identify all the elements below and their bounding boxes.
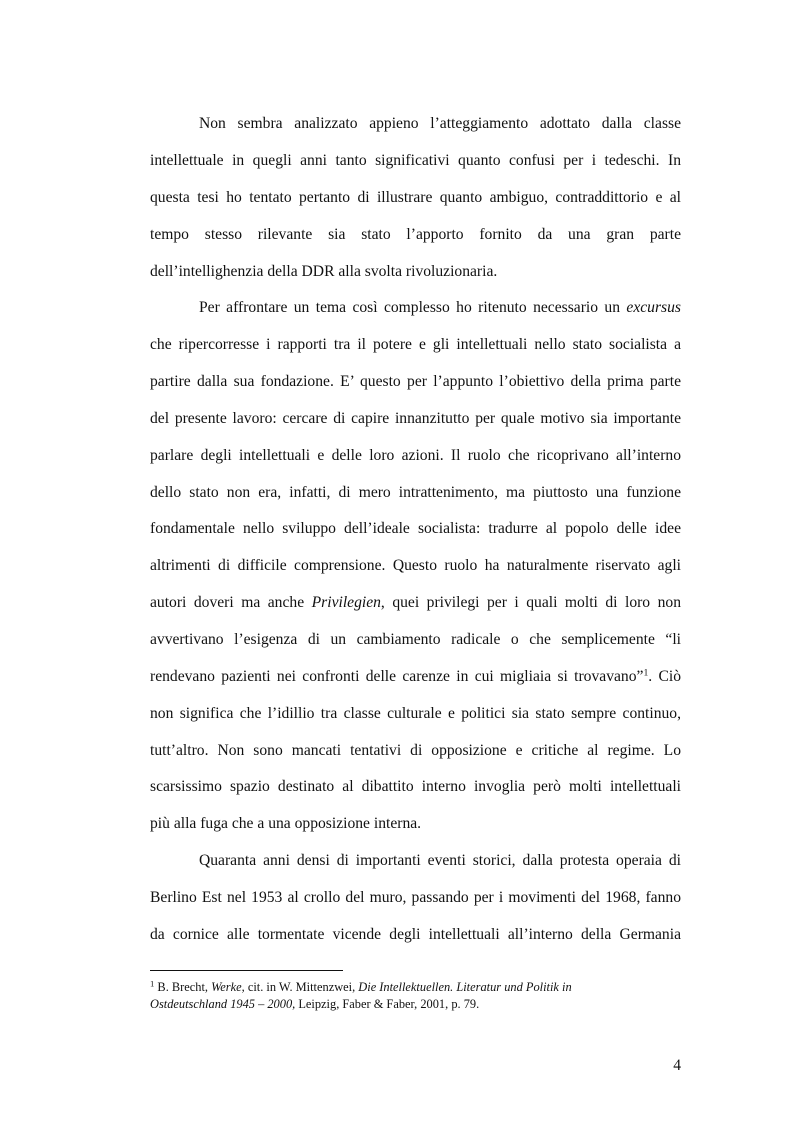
p3-line-3: da cornice alle tormentate vicende degli intellettuali all’interno della Germania [150,926,681,943]
footnote-line-1 [150,979,681,995]
p2-line-14: scarsissimo spazio destinato al dibattito interno invoglia però molti intellettuali [150,778,681,795]
footnote-number: 1 [150,978,155,989]
p2-line-9 [150,593,681,613]
footnote-author: B. Brecht, [154,980,212,994]
p2-line-11-text: rendevano pazienti nei confronti delle carenze in cui migliaia si trovavano” [150,668,644,685]
footnote-cit: cit. in W. Mittenzwei, [244,980,359,994]
footnote-work: Werke, [211,980,245,994]
p2-line-11-tail: . Ciò [648,668,682,685]
p3-line-2: Berlino Est nel 1953 al crollo del muro, passando per i movimenti del 1968, fanno [150,889,681,906]
p1-line-4: tempo stesso rilevante sia stato l’apporto fornito da una gran parte [150,226,681,243]
p2-line-8: altrimenti di difficile comprensione. Questo ruolo ha naturalmente riservato agli [150,557,681,574]
p2-line-1 [199,298,681,318]
p2-line-3: partire dalla sua fondazione. E’ questo per l’appunto l’obiettivo della prima parte [150,373,681,390]
p1-line-3: questa tesi ho tentato pertanto di illustrare quanto ambiguo, contraddittorio e al [150,189,681,206]
p2-line-6: dello stato non era, infatti, di mero intrattenimento, ma piuttosto una funzione [150,484,681,501]
page-number: 4 [673,1057,681,1074]
p2-line-4: del presente lavoro: cercare di capire innanzitutto per quale motivo sia importante [150,410,681,427]
footnote-divider [150,970,343,971]
footnote-title-1: Die Intellektuellen. Literatur und Politik in [358,980,572,994]
p2-line-1-text: Per affrontare un tema così complesso ho ritenuto necessario un [199,299,621,316]
p2-line-15: più alla fuga che a una opposizione interna. [150,815,422,832]
excursus-italic: excursus [626,299,681,316]
p2-line-9-tail: , quei privilegi per i quali molti di loro non [380,594,681,611]
p1-line-1: Non sembra analizzato appieno l’atteggiamento adottato dalla classe [199,115,681,132]
p1-line-5: dell’intellighenzia della DDR alla svolta rivoluzionaria. [150,263,498,280]
p2-line-7: fondamentale nello sviluppo dell’ideale socialista: tradurre al popolo delle idee [150,520,681,537]
p2-line-2: che ripercorresse i rapporti tra il potere e gli intellettuali nello stato socialista a [150,336,681,353]
p2-line-9-text: autori doveri ma anche [150,594,305,611]
p3-line-1: Quaranta anni densi di importanti eventi storici, dalla protesta operaia di [199,852,681,869]
p1-line-2: intellettuale in quegli anni tanto significativi quanto confusi per i tedeschi. In [150,152,681,169]
p2-line-11 [150,667,681,687]
p2-line-13: tutt’altro. Non sono mancati tentativi di opposizione e critiche al regime. Lo [150,742,681,759]
p2-line-5: parlare degli intellettuali e delle loro azioni. Il ruolo che ricoprivano all’interno [150,447,681,464]
footnote-title-2: Ostdeutschland 1945 – 2000, [150,997,296,1011]
footnote-reference: 1 [643,667,649,679]
privilegien-italic: Privilegien [311,594,381,611]
p2-line-10: avvertivano l’esigenza di un cambiamento radicale o che semplicemente “li [150,631,681,648]
footnote-publisher: Leipzig, Faber & Faber, 2001, p. 79. [295,997,480,1011]
p2-line-12: non significa che l’idillio tra classe culturale e politici sia stato sempre continuo, [150,705,681,722]
footnote-line-2 [150,996,681,1012]
